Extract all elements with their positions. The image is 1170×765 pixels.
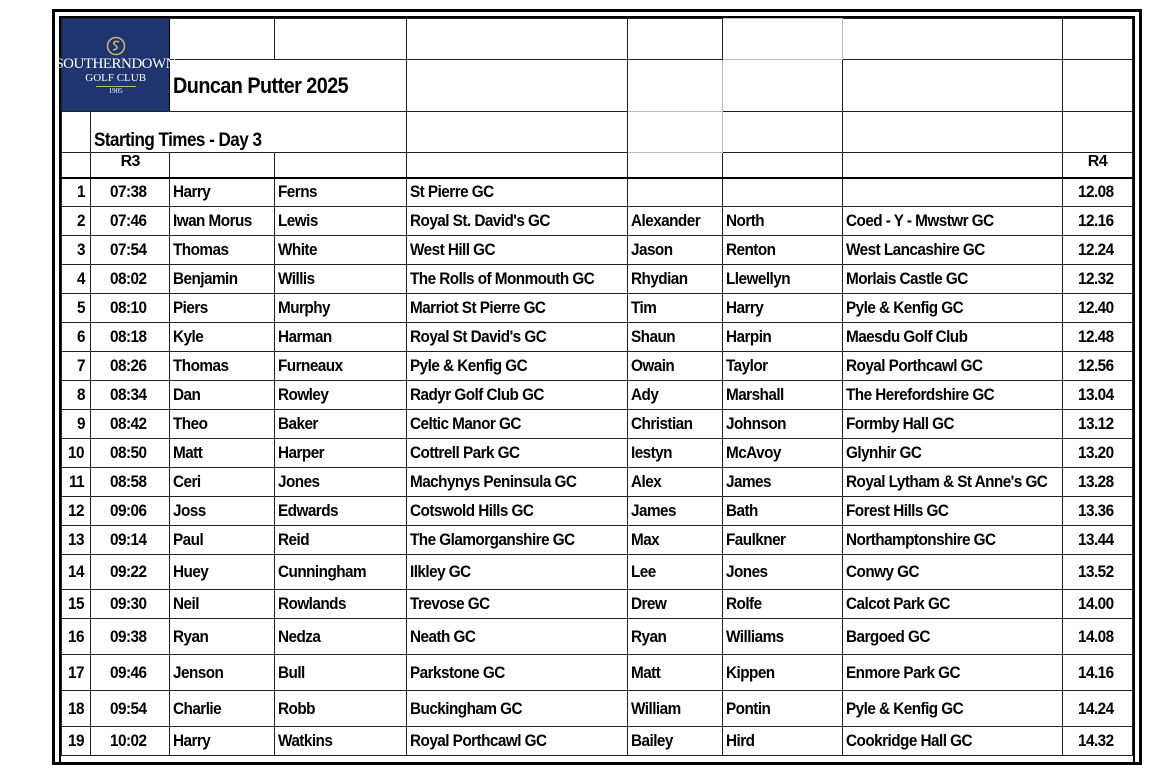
group2-first-name xyxy=(627,178,722,207)
r3-time: 09:30 xyxy=(91,590,170,619)
r4-time: 12.24 xyxy=(1062,236,1132,265)
r3-time: 10:02 xyxy=(91,727,170,756)
group1-last-name: Rowley xyxy=(274,381,406,410)
group2-last-name: Taylor xyxy=(722,352,842,381)
group2-first-name: James xyxy=(627,497,722,526)
group1-first-name: Thomas xyxy=(170,352,274,381)
group1-first-name: Matt xyxy=(170,439,274,468)
group1-first-name: Neil xyxy=(170,590,274,619)
group1-club: Royal St. David's GC xyxy=(406,207,627,236)
header-row-2 xyxy=(62,60,1133,112)
r4-time: 14.24 xyxy=(1062,691,1132,727)
group1-last-name: Rowlands xyxy=(274,590,406,619)
group2-first-name: Tim xyxy=(627,294,722,323)
tee-number: 5 xyxy=(62,294,91,323)
r4-time: 12.48 xyxy=(1062,323,1132,352)
table-row xyxy=(62,207,1133,236)
group2-last-name: Johnson xyxy=(722,410,842,439)
table-row xyxy=(62,236,1133,265)
r3-time: 08:02 xyxy=(91,265,170,294)
group2-first-name: Owain xyxy=(627,352,722,381)
r3-time: 08:10 xyxy=(91,294,170,323)
page-subtitle: Starting Times - Day 3 xyxy=(91,112,407,153)
r4-time: 14.08 xyxy=(1062,619,1132,655)
group1-club: Pyle & Kenfig GC xyxy=(406,352,627,381)
group2-club: Glynhir GC xyxy=(843,439,1063,468)
group2-last-name: Renton xyxy=(722,236,842,265)
table-row xyxy=(62,590,1133,619)
group2-first-name: Bailey xyxy=(627,727,722,756)
group2-club: West Lancashire GC xyxy=(843,236,1063,265)
group2-last-name: Williams xyxy=(722,619,842,655)
table-row xyxy=(62,265,1133,294)
column-header-row xyxy=(62,153,1133,178)
group2-first-name: Max xyxy=(627,526,722,555)
r4-time: 14.16 xyxy=(1062,655,1132,691)
r3-time: 09:54 xyxy=(91,691,170,727)
group2-last-name: Harpin xyxy=(722,323,842,352)
group1-club: The Rolls of Monmouth GC xyxy=(406,265,627,294)
table-row xyxy=(62,323,1133,352)
logo-year: 1905 xyxy=(96,86,136,96)
group1-first-name: Ryan xyxy=(170,619,274,655)
group2-club: Pyle & Kenfig GC xyxy=(843,691,1063,727)
group1-club: Radyr Golf Club GC xyxy=(406,381,627,410)
col-header-r4: R4 xyxy=(1062,153,1132,178)
page-title: Duncan Putter 2025 xyxy=(170,60,407,112)
group1-first-name: Ceri xyxy=(170,468,274,497)
r4-time: 13.28 xyxy=(1062,468,1132,497)
group1-club: Machynys Peninsula GC xyxy=(406,468,627,497)
r4-time: 12.32 xyxy=(1062,265,1132,294)
tee-number: 10 xyxy=(62,439,91,468)
tee-number: 3 xyxy=(62,236,91,265)
group1-last-name: Nedza xyxy=(274,619,406,655)
group1-first-name: Benjamin xyxy=(170,265,274,294)
tee-number: 19 xyxy=(62,727,91,756)
group2-club: Conwy GC xyxy=(843,555,1063,590)
group2-first-name: Matt xyxy=(627,655,722,691)
r3-time: 08:42 xyxy=(91,410,170,439)
r3-time: 08:26 xyxy=(91,352,170,381)
r4-time: 13.12 xyxy=(1062,410,1132,439)
group1-first-name: Charlie xyxy=(170,691,274,727)
group2-last-name: Pontin xyxy=(722,691,842,727)
group2-club: Enmore Park GC xyxy=(843,655,1063,691)
r4-time: 14.32 xyxy=(1062,727,1132,756)
tee-number: 13 xyxy=(62,526,91,555)
group1-club: Buckingham GC xyxy=(406,691,627,727)
group2-club: The Herefordshire GC xyxy=(843,381,1063,410)
r4-time: 13.52 xyxy=(1062,555,1132,590)
r4-time: 14.00 xyxy=(1062,590,1132,619)
group1-first-name: Harry xyxy=(170,727,274,756)
r3-time: 09:06 xyxy=(91,497,170,526)
tee-number: 1 xyxy=(62,178,91,207)
r3-time: 09:22 xyxy=(91,555,170,590)
group1-club: Marriot St Pierre GC xyxy=(406,294,627,323)
table-row xyxy=(62,468,1133,497)
group2-first-name: Christian xyxy=(627,410,722,439)
logo-sub: GOLF CLUB xyxy=(85,71,147,84)
group1-first-name: Dan xyxy=(170,381,274,410)
table-row xyxy=(62,439,1133,468)
group1-last-name: Baker xyxy=(274,410,406,439)
group1-first-name: Huey xyxy=(170,555,274,590)
r4-time: 13.04 xyxy=(1062,381,1132,410)
logo-name: SOUTHERNDOWN xyxy=(55,55,176,72)
r4-time: 12.56 xyxy=(1062,352,1132,381)
table-row xyxy=(62,526,1133,555)
tee-number: 16 xyxy=(62,619,91,655)
group2-club: Forest Hills GC xyxy=(843,497,1063,526)
group2-club: Royal Porthcawl GC xyxy=(843,352,1063,381)
group2-club: Coed - Y - Mwstwr GC xyxy=(843,207,1063,236)
group1-first-name: Jenson xyxy=(170,655,274,691)
group2-first-name: Alex xyxy=(627,468,722,497)
tee-number: 7 xyxy=(62,352,91,381)
tee-number: 15 xyxy=(62,590,91,619)
group2-last-name xyxy=(722,178,842,207)
start-times-table xyxy=(55,18,1133,756)
group1-last-name: Cunningham xyxy=(274,555,406,590)
r4-time: 12.08 xyxy=(1062,178,1132,207)
tee-number: 12 xyxy=(62,497,91,526)
tee-number: 6 xyxy=(62,323,91,352)
table-row xyxy=(62,497,1133,526)
group2-last-name: Marshall xyxy=(722,381,842,410)
group2-club xyxy=(843,178,1063,207)
group1-last-name: Edwards xyxy=(274,497,406,526)
table-row xyxy=(62,352,1133,381)
table-row xyxy=(62,727,1133,756)
r4-time: 13.36 xyxy=(1062,497,1132,526)
group1-first-name: Theo xyxy=(170,410,274,439)
group2-first-name: Rhydian xyxy=(627,265,722,294)
group1-club: Celtic Manor GC xyxy=(406,410,627,439)
group2-first-name: Drew xyxy=(627,590,722,619)
group1-first-name: Joss xyxy=(170,497,274,526)
table-row xyxy=(62,691,1133,727)
group2-club: Northamptonshire GC xyxy=(843,526,1063,555)
r4-time: 12.40 xyxy=(1062,294,1132,323)
group1-last-name: Murphy xyxy=(274,294,406,323)
group1-last-name: White xyxy=(274,236,406,265)
group1-club: St Pierre GC xyxy=(406,178,627,207)
group1-last-name: Harman xyxy=(274,323,406,352)
group1-first-name: Harry xyxy=(170,178,274,207)
group1-last-name: Willis xyxy=(274,265,406,294)
group2-last-name: Harry xyxy=(722,294,842,323)
tee-number: 8 xyxy=(62,381,91,410)
group1-last-name: Robb xyxy=(274,691,406,727)
tee-number: 2 xyxy=(62,207,91,236)
group1-last-name: Harper xyxy=(274,439,406,468)
start-sheet xyxy=(52,9,1142,765)
group1-last-name: Ferns xyxy=(274,178,406,207)
group1-club: Cottrell Park GC xyxy=(406,439,627,468)
r3-time: 09:14 xyxy=(91,526,170,555)
group2-first-name: Shaun xyxy=(627,323,722,352)
col-header-r3: R3 xyxy=(91,153,170,178)
tee-number: 4 xyxy=(62,265,91,294)
group1-first-name: Kyle xyxy=(170,323,274,352)
group2-last-name: Bath xyxy=(722,497,842,526)
group2-first-name: Lee xyxy=(627,555,722,590)
table-row xyxy=(62,294,1133,323)
group2-club: Formby Hall GC xyxy=(843,410,1063,439)
r3-time: 07:54 xyxy=(91,236,170,265)
group1-first-name: Thomas xyxy=(170,236,274,265)
group2-first-name: Iestyn xyxy=(627,439,722,468)
r3-time: 07:46 xyxy=(91,207,170,236)
group2-last-name: Hird xyxy=(722,727,842,756)
table-row xyxy=(62,655,1133,691)
group1-first-name: Iwan Morus xyxy=(170,207,274,236)
table-row xyxy=(62,555,1133,590)
sheet-inner xyxy=(55,16,1135,762)
r3-time: 08:58 xyxy=(91,468,170,497)
group2-last-name: Rolfe xyxy=(722,590,842,619)
group1-last-name: Furneaux xyxy=(274,352,406,381)
group1-last-name: Lewis xyxy=(274,207,406,236)
club-logo xyxy=(55,19,176,112)
group2-last-name: James xyxy=(722,468,842,497)
tee-number: 11 xyxy=(62,468,91,497)
tee-number: 14 xyxy=(62,555,91,590)
group1-club: Parkstone GC xyxy=(406,655,627,691)
group1-club: Trevose GC xyxy=(406,590,627,619)
group1-club: The Glamorganshire GC xyxy=(406,526,627,555)
table-row xyxy=(62,381,1133,410)
group2-first-name: Ryan xyxy=(627,619,722,655)
group1-first-name: Piers xyxy=(170,294,274,323)
group2-last-name: Kippen xyxy=(722,655,842,691)
group1-club: Royal St David's GC xyxy=(406,323,627,352)
group2-club: Calcot Park GC xyxy=(843,590,1063,619)
group2-first-name: Jason xyxy=(627,236,722,265)
r4-time: 13.20 xyxy=(1062,439,1132,468)
group1-club: West Hill GC xyxy=(406,236,627,265)
group2-club: Maesdu Golf Club xyxy=(843,323,1063,352)
tee-number: 18 xyxy=(62,691,91,727)
group1-last-name: Reid xyxy=(274,526,406,555)
group2-last-name: Jones xyxy=(722,555,842,590)
table-row xyxy=(62,619,1133,655)
group2-first-name: Ady xyxy=(627,381,722,410)
r3-time: 08:18 xyxy=(91,323,170,352)
group2-last-name: McAvoy xyxy=(722,439,842,468)
tee-number: 9 xyxy=(62,410,91,439)
group1-first-name: Paul xyxy=(170,526,274,555)
header-row-1 xyxy=(62,19,1133,60)
r3-time: 09:46 xyxy=(91,655,170,691)
group2-club: Pyle & Kenfig GC xyxy=(843,294,1063,323)
tee-number: 17 xyxy=(62,655,91,691)
group2-club: Bargoed GC xyxy=(843,619,1063,655)
group2-last-name: Llewellyn xyxy=(722,265,842,294)
club-crest-icon xyxy=(105,35,127,57)
group1-last-name: Watkins xyxy=(274,727,406,756)
table-row xyxy=(62,178,1133,207)
r4-time: 13.44 xyxy=(1062,526,1132,555)
group2-last-name: North xyxy=(722,207,842,236)
header-row-3 xyxy=(62,112,1133,153)
group2-last-name: Faulkner xyxy=(722,526,842,555)
group2-club: Morlais Castle GC xyxy=(843,265,1063,294)
r4-time: 12.16 xyxy=(1062,207,1132,236)
group1-club: Royal Porthcawl GC xyxy=(406,727,627,756)
group1-club: Ilkley GC xyxy=(406,555,627,590)
group1-club: Cotswold Hills GC xyxy=(406,497,627,526)
r3-time: 07:38 xyxy=(91,178,170,207)
group1-last-name: Bull xyxy=(274,655,406,691)
group2-first-name: William xyxy=(627,691,722,727)
group1-club: Neath GC xyxy=(406,619,627,655)
r3-time: 08:34 xyxy=(91,381,170,410)
group2-club: Cookridge Hall GC xyxy=(843,727,1063,756)
r3-time: 09:38 xyxy=(91,619,170,655)
group2-club: Royal Lytham & St Anne's GC xyxy=(843,468,1063,497)
table-row xyxy=(62,410,1133,439)
group1-last-name: Jones xyxy=(274,468,406,497)
group2-first-name: Alexander xyxy=(627,207,722,236)
r3-time: 08:50 xyxy=(91,439,170,468)
